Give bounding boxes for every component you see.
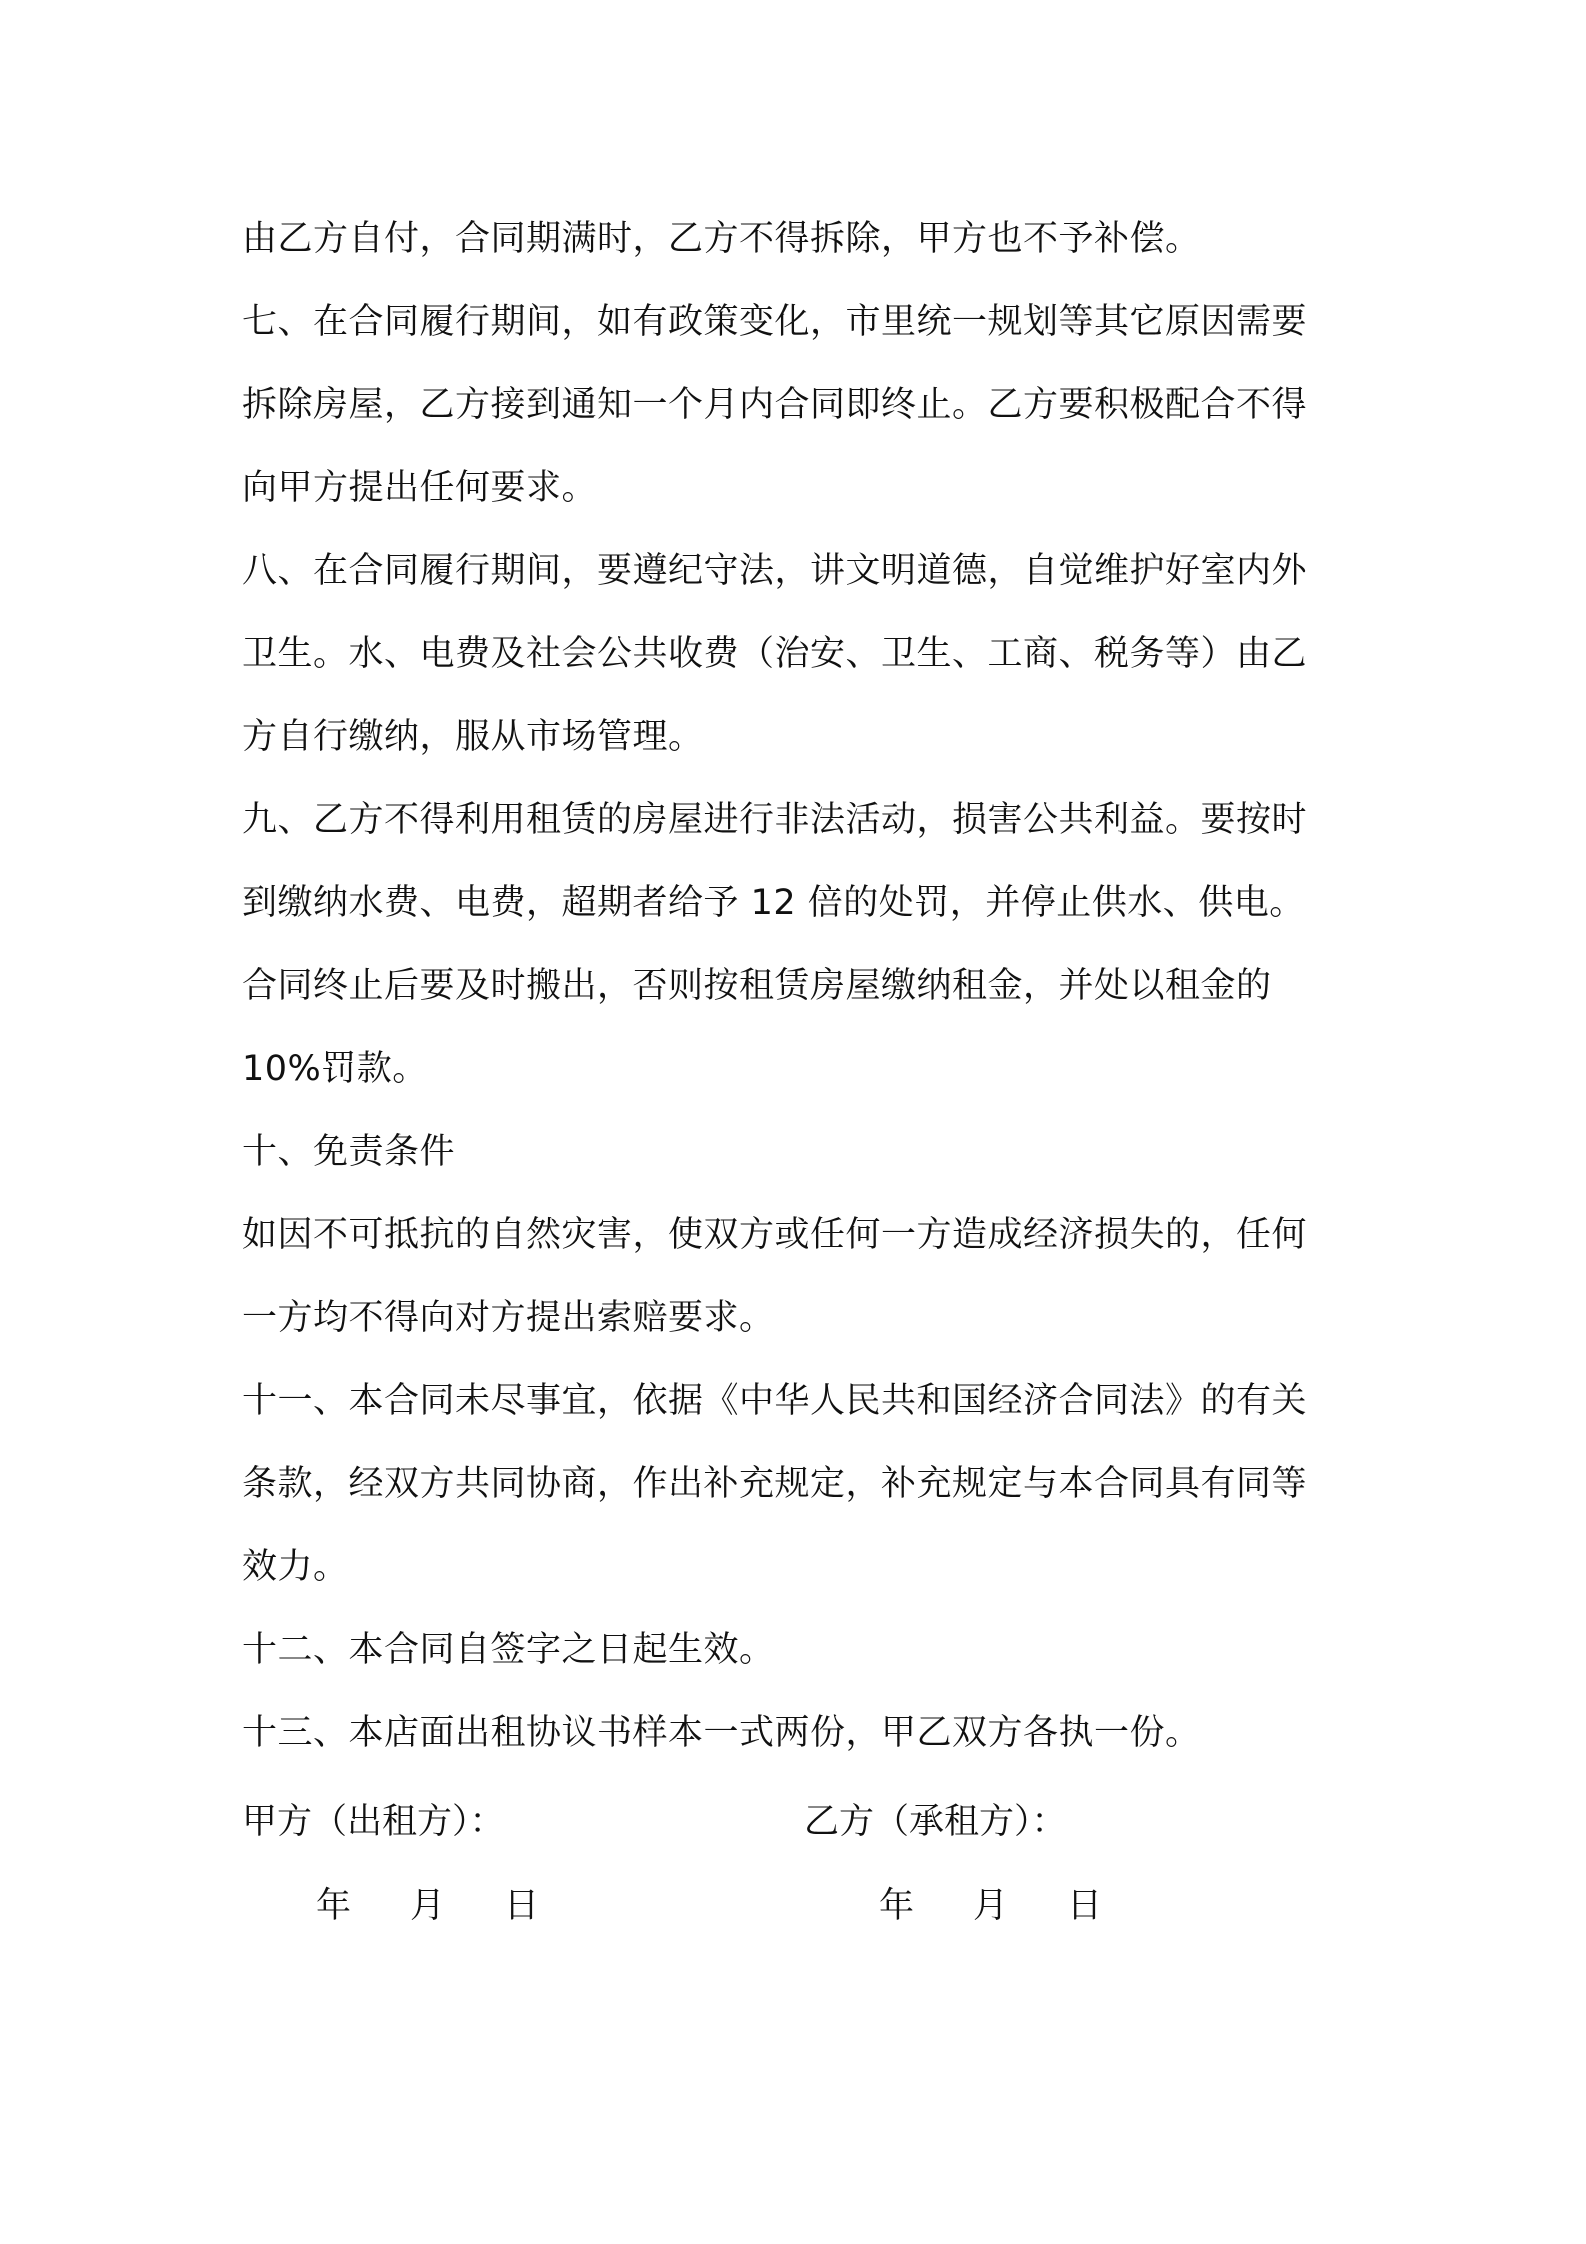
- text-line: 十二、本合同自签字之日起生效。: [242, 1630, 775, 1670]
- text-line: 条款，经双方共同协商，作出补充规定，补充规定与本合同具有同等: [242, 1464, 1308, 1504]
- party-a-date: [316, 1876, 598, 1936]
- text-line: 八、在合同履行期间，要遵纪守法，讲文明道德，自觉维护好室内外: [242, 551, 1308, 591]
- text-line: 七、在合同履行期间，如有政策变化，市里统一规划等其它原因需要: [242, 302, 1308, 342]
- day-label: 日: [504, 1886, 540, 1926]
- text-line: 九、乙方不得利用租赁的房屋进行非法活动，损害公共利益。要按时: [242, 800, 1308, 840]
- year-label: 年: [316, 1886, 352, 1926]
- text-line: 方自行缴纳，服从市场管理。: [242, 717, 704, 757]
- month-label: 月: [973, 1886, 1009, 1926]
- text-line: 十三、本店面出租协议书样本一式两份，甲乙双方各执一份。: [242, 1713, 1201, 1753]
- text-line: 效力。: [242, 1547, 349, 1587]
- day-label: 日: [1067, 1886, 1103, 1926]
- text-line: 由乙方自付，合同期满时，乙方不得拆除，甲方也不予补偿。: [242, 219, 1201, 259]
- text-line: 拆除房屋，乙方接到通知一个月内合同即终止。乙方要积极配合不得: [242, 385, 1308, 425]
- section-heading: 十、免责条件: [242, 1132, 456, 1172]
- text-line: 十一、本合同未尽事宜，依据《中华人民共和国经济合同法》的有关: [242, 1381, 1308, 1421]
- contract-body: [242, 198, 1360, 1775]
- party-b-signature-label: 乙方（承租方）：: [804, 1802, 1067, 1842]
- text-line: 到缴纳水费、电费，超期者给予 12 倍的处罚，并停止供水、供电。: [242, 883, 1305, 923]
- month-label: 月: [410, 1886, 446, 1926]
- text-line: 合同终止后要及时搬出，否则按租赁房屋缴纳租金，并处以租金的: [242, 966, 1272, 1006]
- text-line: 如因不可抵抗的自然灾害，使双方或任何一方造成经济损失的，任何: [242, 1215, 1308, 1255]
- year-label: 年: [879, 1886, 915, 1926]
- text-line: 10%罚款。: [242, 1049, 428, 1089]
- text-line: 卫生。水、电费及社会公共收费（治安、卫生、工商、税务等）由乙: [242, 634, 1308, 674]
- party-a-signature-label: 甲方（出租方）：: [242, 1802, 505, 1842]
- text-line: 向甲方提出任何要求。: [242, 468, 598, 508]
- party-b-date: [879, 1876, 1161, 1936]
- text-line: 一方均不得向对方提出索赔要求。: [242, 1298, 775, 1338]
